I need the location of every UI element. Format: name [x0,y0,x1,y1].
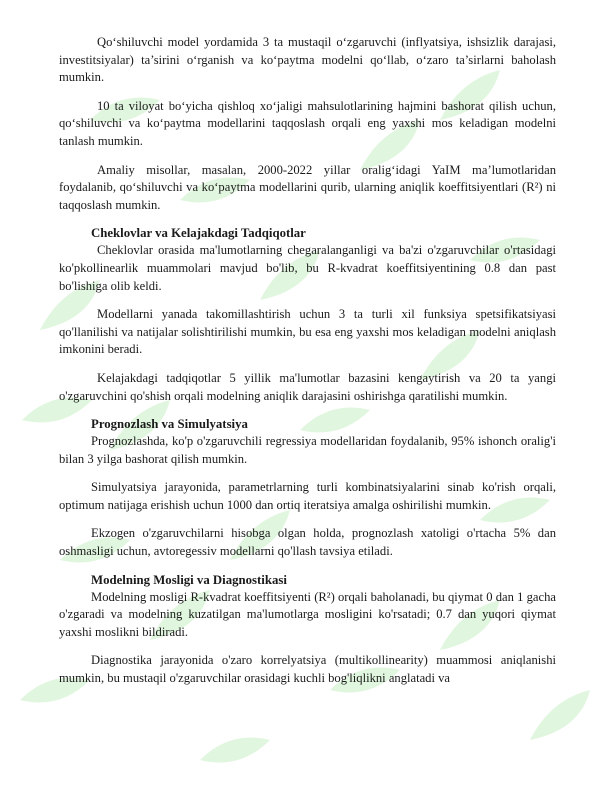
section-heading: Prognozlash va Simulyatsiya [91,417,248,432]
paragraph: Kelajakdagi tadqiqotlar 5 yillik ma'lumotlar bazasini kengaytirish va 20 ta yangi o'zgaruvchini qo'shish orqali modelning aniqlik darajasini oshirishga qaratilishi mumkin. [59,370,556,403]
paragraph: Cheklovlar orasida ma'lumotlarning chegaralanganligi va ba'zi o'zgaruvchilar o'rtasidagi ko'pkollinearlik muammolari mavjud bo'lib, bu R-kvadrat koeffitsiyentining 0.8 dan past bo'lishiga olib keldi. [59,243,556,293]
section-heading: Modelning Mosligi va Diagnostikasi [91,572,287,587]
section-heading: Cheklovlar va Kelajakdagi Tadqiqotlar [91,226,306,241]
paragraph: 10 ta viloyat bo‘yicha qishloq xo‘jaligi mahsulotlarining hajmini bashorat qilish uchun, qo‘shiluvchi va ko‘paytma modellarini taqqoslash orqali eng yaxshi mos keladigan modelni tanlash mumkin. [59,98,556,148]
paragraph: Modelning mosligi R-kvadrat koeffitsiyenti (R²) orqali baholanadi, bu qiymat 0 dan 1 gacha o'zgaradi va modelning kuzatilgan ma'lumotlarga mosligini ko'rsatadi; 0.7 dan yuqori qiymat yaxshi moslikni bildiradi. [59,589,556,639]
paragraph: Ekzogen o'zgaruvchilarni hisobga olgan holda, prognozlash xatoligi o'rtacha 5% dan oshmasligi uchun, avtoregessiv modellarni qo'llash tavsiya etiladi. [59,526,556,559]
paragraph: Diagnostika jarayonida o'zaro korrelyatsiya (multikollinearity) muammosi aniqlanishi mumkin, bu mustaqil o'zgaruvchilar orasidagi kuchli bog'liqlikni anglatadi va [59,653,556,686]
document-body [59,34,556,699]
paragraph: Modellarni yanada takomillashtirish uchun 3 ta turli xil funksiya spetsifikatsiyasi qo'llanilishi va natijalar solishtirilishi mumkin, bu esa eng yaxshi mos keladigan modelni aniqlash imkonini beradi. [59,307,556,357]
paragraph: Simulyatsiya jarayonida, parametrlarning turli kombinatsiyalarini sinab ko'rish orqali, optimum natijaga erishish uchun 1000 dan ortiq iteratsiya amalga oshirilishi mumkin. [59,480,556,512]
paragraph: Qo‘shiluvchi model yordamida 3 ta mustaqil o‘zgaruvchi (inflyatsiya, ishsizlik darajasi, investitsiyalar) ta’sirini o‘rganish va ko‘paytma modelni qo‘llab, o‘zaro ta’sirlarni baholash mumkin. [59,35,556,85]
paragraph: Prognozlashda, ko'p o'zgaruvchili regressiya modellaridan foydalanib, 95% ishonch oralig'i bilan 3 yilga bashorat qilish mumkin. [59,434,556,466]
paragraph: Amaliy misollar, masalan, 2000-2022 yillar oralig‘idagi YaIM ma’lumotlaridan foydalanib, qo‘shiluvchi va ko‘paytma modellarini qurib, ularning aniqlik koeffitsiyentlari (R²) ni taqqoslash mumkin. [59,162,556,212]
